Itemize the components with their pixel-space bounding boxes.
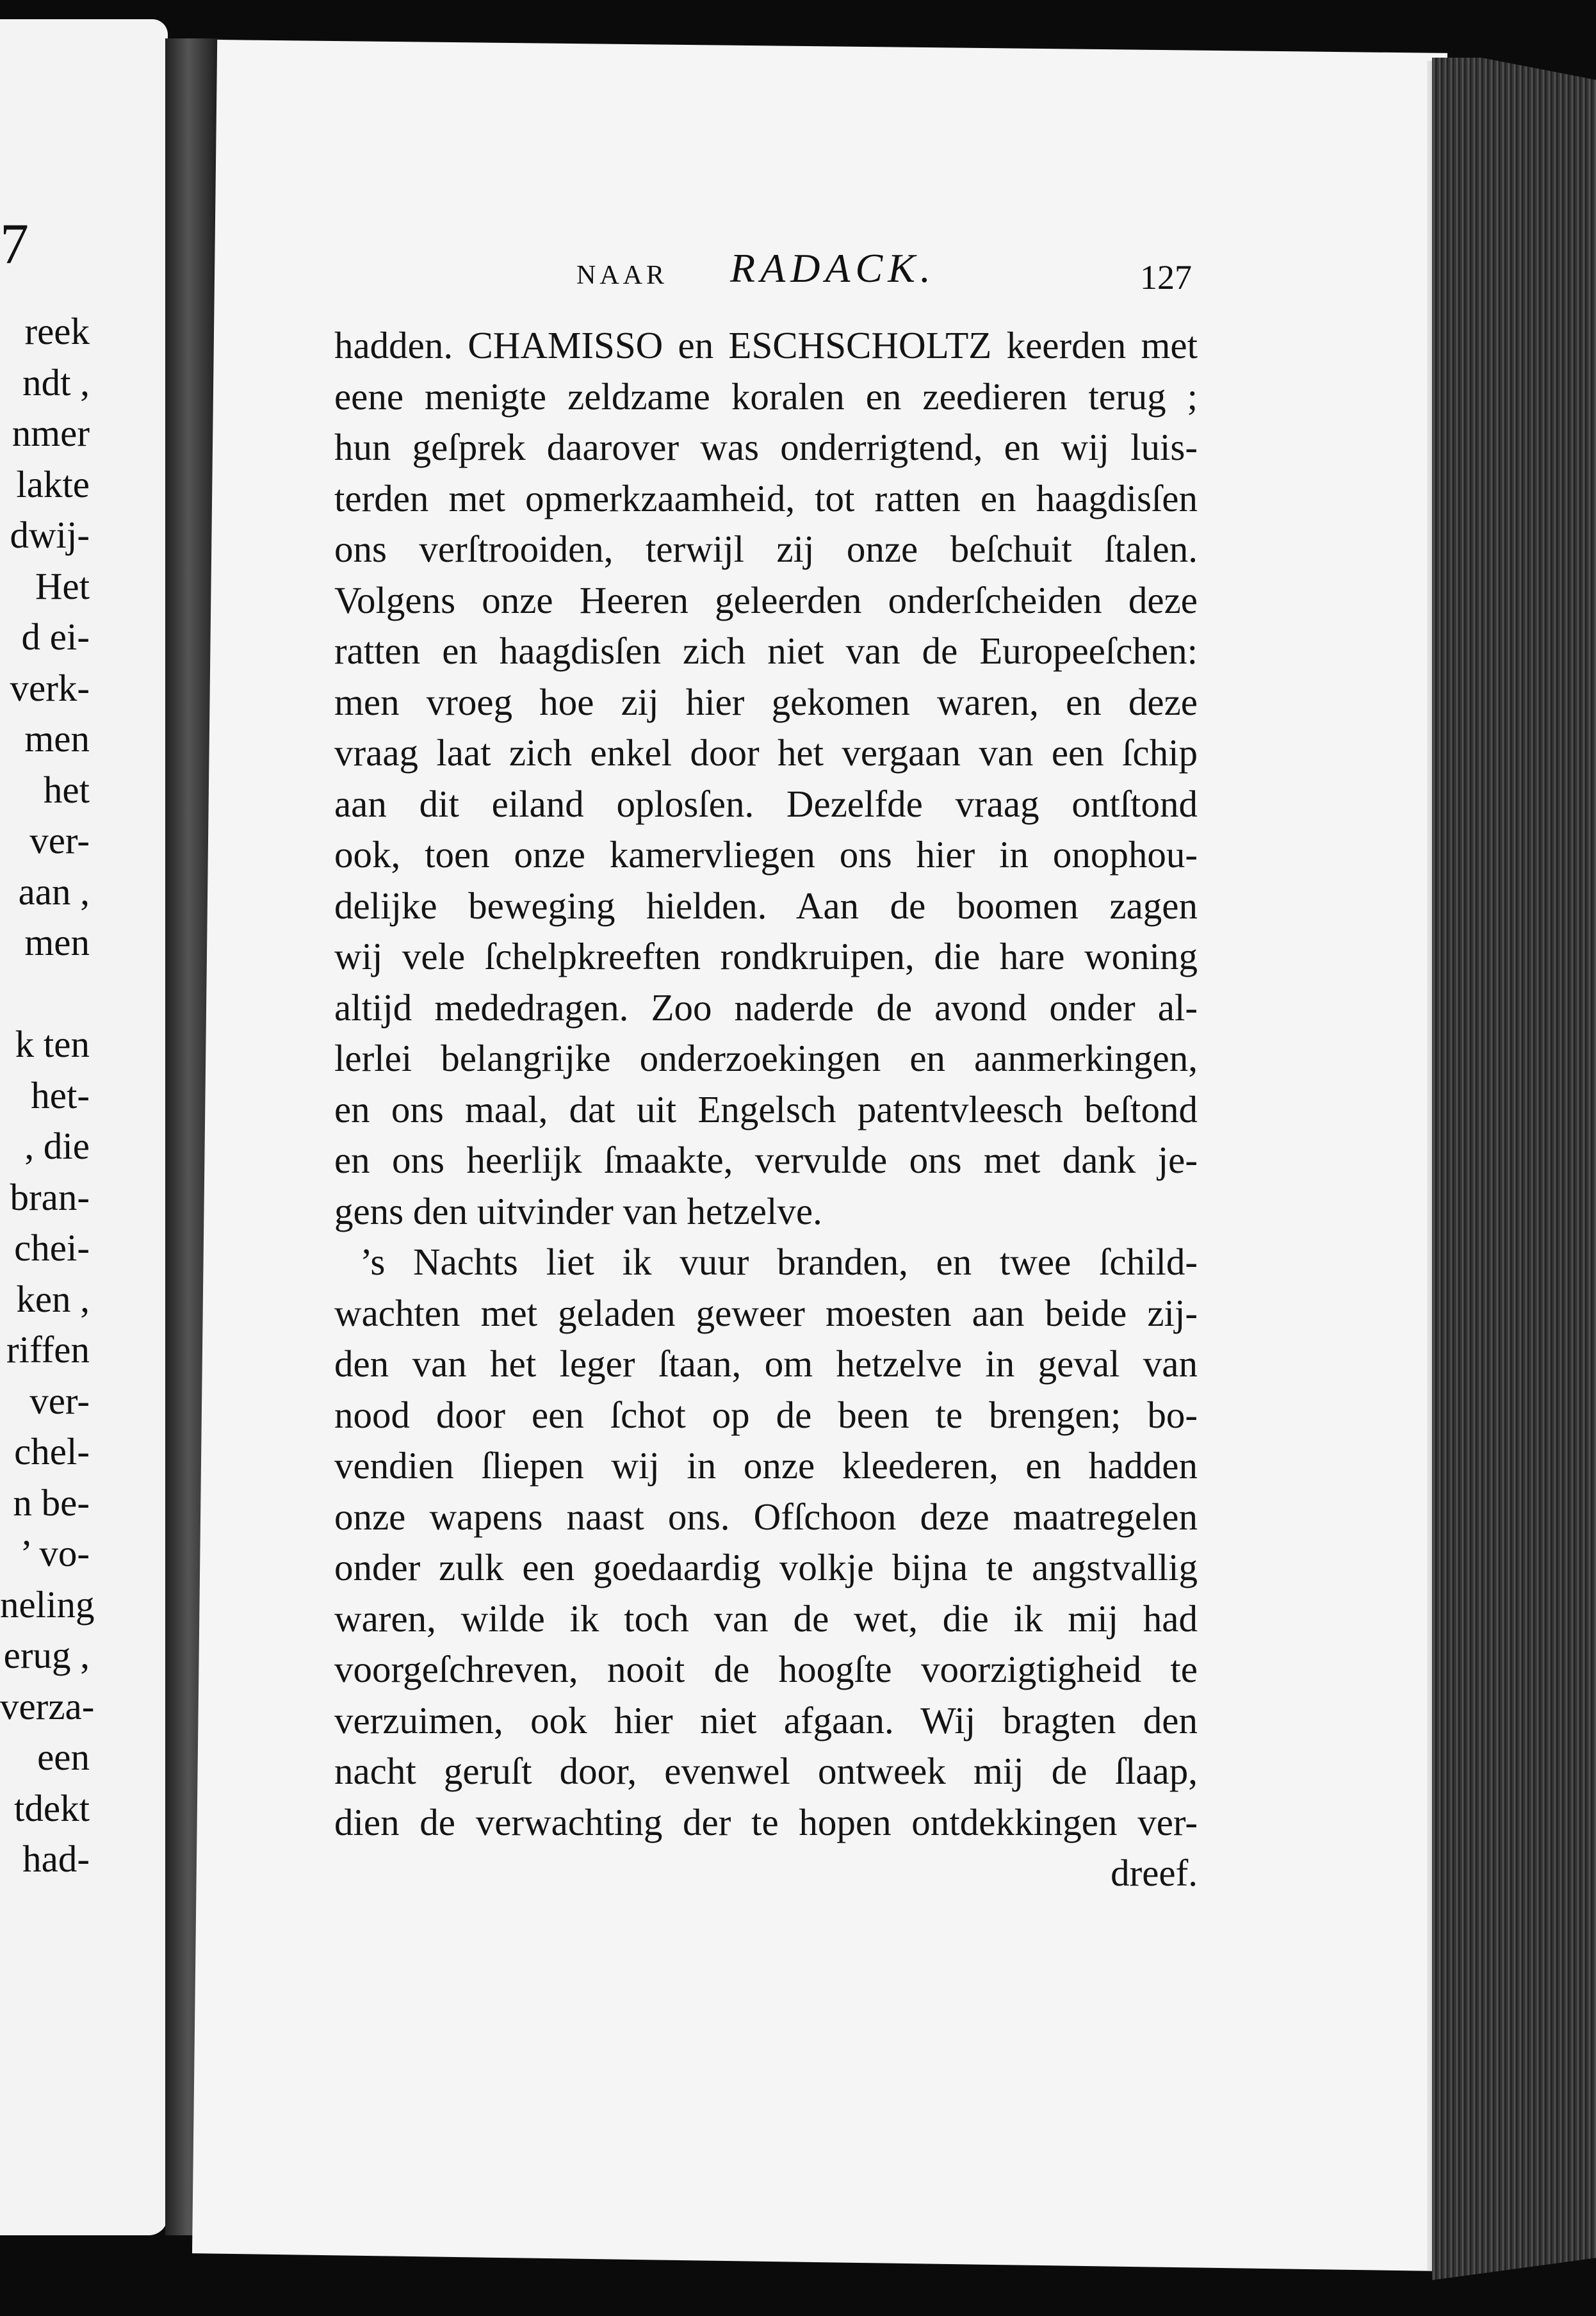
text-line: terden met opmerkzaamheid, tot ratten en haagdisſen [334, 477, 1198, 519]
left-page-fragment: k ten [15, 1023, 90, 1065]
text-line: delijke beweging hielden. Aan de boomen zagen [334, 884, 1198, 927]
left-page-text-fragments [0, 306, 95, 1885]
left-page-fragment: dwij- [10, 514, 90, 556]
text-line: eene menigte zeldzame koralen en zeedieren terug ; [334, 375, 1198, 418]
left-page-fragment: verza- [0, 1684, 95, 1727]
page-number: 127 [1140, 258, 1192, 297]
left-page-fragment: men [24, 921, 90, 963]
text-line: den van het leger ſtaan, om hetzelve in geval van [334, 1342, 1198, 1385]
text-line: hun geſprek daarover was onderrigtend, en wij luis- [334, 426, 1198, 468]
text-line: waren, wilde ik toch van de wet, die ik mij had [334, 1597, 1198, 1640]
body-text [334, 320, 1198, 1899]
left-page-fragment: n be- [13, 1481, 90, 1524]
left-page-fragment: tdekt [14, 1786, 90, 1829]
text-line: aan dit eiland oplosſen. Dezelfde vraag ontſtond [334, 782, 1198, 825]
left-page-fragment: d ei- [21, 616, 90, 658]
running-head [576, 245, 1204, 296]
left-page-fragment: nmer [12, 412, 90, 454]
text-line: nacht geruſt door, evenwel ontweek mij de ſlaap, [334, 1750, 1198, 1792]
left-page-fragment [0, 968, 90, 1020]
text-line: nood door een ſchot op de been te brengen; bo- [334, 1393, 1198, 1436]
left-page-fragment: een [37, 1736, 90, 1778]
left-page-fragment: verk- [10, 666, 90, 709]
text-line: wij vele ſchelpkreeften rondkruipen, die hare woning [334, 935, 1198, 977]
text-line: ratten en haagdisſen zich niet van de Europeeſchen: [334, 630, 1198, 672]
text-line: ’s Nachts liet ik vuur branden, en twee ſchild- [360, 1241, 1198, 1283]
text-line: altijd mededragen. Zoo naderde de avond onder al- [334, 986, 1198, 1029]
left-page-fragment: erug , [3, 1634, 90, 1676]
left-page-fragment: reek [24, 310, 90, 352]
left-page-fragment: chel- [14, 1430, 90, 1472]
left-page-fragment: bran- [10, 1175, 90, 1218]
left-page-fragment: Het [35, 564, 90, 607]
left-page-fragment: ken , [16, 1277, 90, 1320]
left-page-fragment: ndt , [22, 361, 90, 404]
text-line: lerlei belangrijke onderzoekingen en aanmerkingen, [334, 1037, 1198, 1079]
left-page-fragment: neling [0, 1583, 95, 1626]
text-line: ons verſtrooiden, terwijl zij onze beſchuit ſtalen. [334, 528, 1198, 570]
text-line: onder zulk een goedaardig volkje bijna te angstvallig [334, 1546, 1198, 1588]
text-line: gens den uitvinder van hetzelve. [334, 1189, 822, 1232]
left-page-mark: 7 [0, 213, 29, 276]
left-page-fragment: riffen [6, 1328, 90, 1371]
text-line: onze wapens naast ons. Ofſchoon deze maatregelen [334, 1495, 1198, 1538]
text-line: men vroeg hoe zij hier gekomen waren, en deze [334, 680, 1198, 723]
page-fore-edge [1432, 58, 1596, 2280]
left-page-fragment: ver- [29, 819, 90, 861]
text-line: dien de verwachting der te hopen ontdekkingen ver- [334, 1800, 1198, 1843]
text-line: en ons maal, dat uit Engelsch patentvleesch beſtond [334, 1088, 1198, 1130]
running-head-prefix: NAAR [576, 261, 669, 290]
left-page-fragment: het [43, 768, 90, 811]
left-facing-page [0, 19, 168, 2235]
left-page-fragment: ’ vo- [20, 1532, 90, 1574]
text-line: Volgens onze Heeren geleerden onderſcheiden deze [334, 578, 1198, 621]
left-page-fragment: lakte [16, 462, 90, 505]
left-page-fragment: aan , [18, 870, 90, 913]
text-line: dreef. [1111, 1852, 1198, 1894]
running-head-title: RADACK. [730, 245, 936, 291]
text-line: verzuimen, ook hier niet afgaan. Wij bragten den [334, 1699, 1198, 1741]
text-line: ook, toen onze kamervliegen ons hier in onophou- [334, 833, 1198, 876]
left-page-fragment: het- [31, 1073, 90, 1116]
left-page-fragment: had- [22, 1838, 90, 1880]
text-line: voorgeſchreven, nooit de hoogſte voorzigtigheid te [334, 1648, 1198, 1690]
left-page-fragment: men [24, 717, 90, 760]
text-line: hadden. CHAMISSO en ESCHSCHOLTZ keerden met [334, 324, 1198, 366]
left-page-fragment: , die [24, 1125, 90, 1167]
left-page-fragment: chei- [14, 1227, 90, 1269]
left-page-fragment: ver- [29, 1379, 90, 1422]
text-line: en ons heerlijk ſmaakte, vervulde ons met dank je- [334, 1139, 1198, 1181]
text-line: wachten met geladen geweer moesten aan beide zij- [334, 1291, 1198, 1334]
text-line: vraag laat zich enkel door het vergaan van een ſchip [334, 731, 1198, 774]
text-line: vendien ſliepen wij in onze kleederen, en hadden [334, 1444, 1198, 1487]
